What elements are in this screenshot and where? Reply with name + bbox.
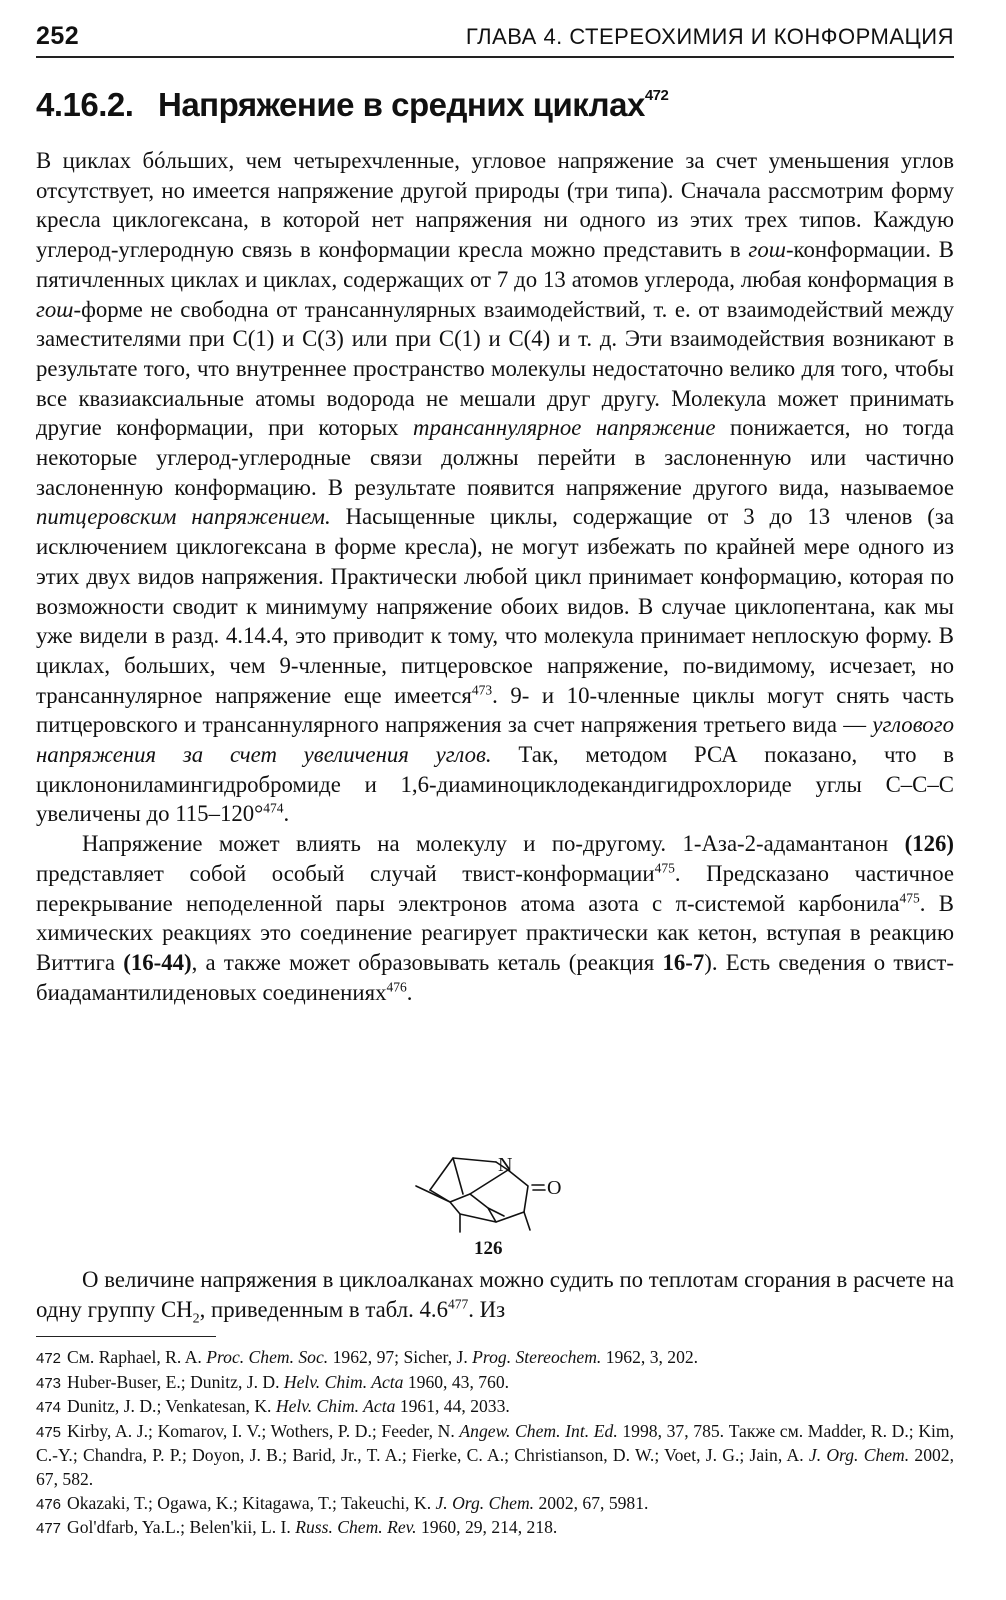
footnote-ref: 475 <box>654 860 675 876</box>
atom-n-label: N <box>498 1154 513 1176</box>
paragraph-3 <box>36 1265 954 1327</box>
text-run: Напряжение может влиять на молекулу и по-другому. 1-Аза-2-адамантанон <box>82 831 905 857</box>
journal-title: Helv. Chim. Acta <box>275 1396 396 1417</box>
text-run: понижается, но тогда некоторые углерод-углеродные связи должны перейти в заслоненную или частично заслоненную конформацию. В результате появится напряжение другого вида, называемое <box>36 415 955 500</box>
text-run: Насыщенные циклы, содержащие от 3 до 13 членов (за исключением циклогексана в форме кресла), не могут избежать по крайней мере одного из этих двух видов напряжения. Практически любой цикл принимает конформацию, которая по возможности сводит к минимуму напряжение обоих видов. В случае циклопентана, как мы уже видели в разд. 4.14.4, это приводит к тому, что молекула принимает неплоскую форму. В циклах, больших, чем 9-членные, питцеровское напряжение, по-видимому, исчезает, но трансаннулярное напряжение еще имеется <box>36 504 954 708</box>
footnote-text: Kirby, A. J.; Komarov, I. V.; Wothers, P. D.; Feeder, N. <box>67 1420 460 1441</box>
footnote-text: 1998, 37, 785. Также см. Madder, R. D.; Kim, C.-Y.; Chandra, P. P.; Doyon, J. B.; Barid, Jr., T. A.; Fierke, C. A.; Christianson, D. W.; Voet, J. G.; Jain, A. <box>36 1420 954 1466</box>
footnote-ref: 473 <box>471 682 493 698</box>
section-footnote-ref: 472 <box>644 87 669 104</box>
journal-title: Prog. Stereochem. <box>472 1347 602 1367</box>
footnote-ref: 474 <box>263 800 284 816</box>
text-run: . <box>283 801 290 827</box>
footnote-text: Dunitz, J. D.; Venkatesan, K. <box>67 1396 276 1417</box>
atom-o-label: O <box>547 1177 562 1199</box>
reaction-number: (16-44) <box>123 949 192 975</box>
footnote-text: 2002, 67, 5981. <box>534 1492 649 1513</box>
text-run: ). Есть сведения о твист-биадамантилиденовых соединениях <box>36 949 954 1005</box>
journal-title: Russ. Chem. Rev. <box>295 1517 417 1538</box>
section-heading <box>36 86 954 124</box>
journal-title: Proc. Chem. Soc. <box>206 1347 329 1367</box>
paragraph-1 <box>36 146 954 829</box>
text-run: Так, методом РСА показано, что в циклонониламингидробромиде и 1,6-диаминоциклодекандигидрохлориде углы С–С–С увеличены до 115–120° <box>36 742 954 827</box>
footnote-text: 1960, 43, 760. <box>403 1371 510 1392</box>
main-text-continued <box>36 1265 954 1327</box>
footnote-number: 472 <box>36 1350 62 1367</box>
text-run: В циклах бóльших, чем четырехчленные, угловое напряжение за счет уменьшения углов отсутствует, но имеется напряжение другой природы (три типа). Сначала рассмотрим форму кресла циклогексана, в которой нет напряжения ни одного из этих трех типов. Каждую углерод-углеродную связь в конформации кресла можно представить в <box>36 148 954 263</box>
footnote-number: 476 <box>36 1495 62 1513</box>
section-title: Напряжение в средних циклах <box>158 86 645 123</box>
main-text <box>36 146 954 1007</box>
footnote <box>36 1420 954 1492</box>
footnote-text: 1962, 3, 202. <box>601 1347 699 1367</box>
italic-term: углового напряжения за счет увеличения углов. <box>36 712 954 768</box>
text-run: -форме не свободна от трансаннулярных взаимодействий, т. е. от взаимодействий между заместителями при C(1) и C(3) или при C(1) и C(4) и т. д. Эти взаимодействия возникают в результате того, что внутреннее пространство молекулы недостаточно велико для того, чтобы все квазиаксиальные атомы водорода не мешали друг другу. Молекула может принимать другие конформации, при которых <box>36 296 954 441</box>
footnote-text: Huber-Buser, E.; Dunitz, J. D. <box>67 1371 284 1392</box>
footnote-number: 477 <box>36 1520 62 1538</box>
text-run: . Предсказано частичное перекрывание неподеленной пары электронов атома азота с π-системой карбонила <box>36 860 954 916</box>
italic-term: питцеровским напряжением. <box>36 504 331 530</box>
footnotes <box>36 1346 954 1541</box>
journal-title: Helv. Chim. Acta <box>283 1371 404 1392</box>
footnote-ref: 475 <box>899 889 920 905</box>
footnote-number: 475 <box>36 1423 62 1441</box>
journal-title: J. Org. Chem. <box>435 1492 535 1513</box>
reaction-number: 16-7 <box>662 949 705 975</box>
footnote-divider <box>36 1336 216 1337</box>
compound-label: 126 <box>474 1238 503 1259</box>
footnote <box>36 1516 954 1541</box>
footnote-text: 2002, 67, 582. <box>36 1445 954 1489</box>
subscript: 2 <box>192 1311 200 1327</box>
footnote <box>36 1492 954 1517</box>
text-run: О величине напряжения в циклоалканах можно судить по теплотам сгорания в расчете на одну группу CH <box>36 1267 954 1322</box>
paragraph-2 <box>36 829 954 1007</box>
page-number: 252 <box>36 22 80 50</box>
chapter-title: ГЛАВА 4. СТЕРЕОХИМИЯ И КОНФОРМАЦИЯ <box>465 24 954 49</box>
text-run: . <box>406 979 413 1005</box>
footnote <box>36 1346 954 1371</box>
text-run: -конформации. В пятичленных циклах и циклах, содержащих от 7 до 13 атомов углерода, любая конформация в <box>36 237 954 292</box>
footnote-text: Gol'dfarb, Ya.L.; Belen'kii, L. I. <box>67 1517 296 1538</box>
text-run: . 9- и 10-членные циклы могут снять часть питцеровского и трансаннулярного напряжения за счет напряжения третьего вида — <box>36 682 954 738</box>
text-run: представляет собой особый случай твист-конформации <box>36 860 655 886</box>
footnote-text: 1960, 29, 214, 218. <box>416 1517 558 1538</box>
footnote-number: 473 <box>36 1374 62 1392</box>
journal-title: J. Org. Chem. <box>808 1445 910 1466</box>
text-run: , приведенным в табл. 4.6 <box>199 1296 448 1322</box>
footnote-text: Okazaki, T.; Ogawa, K.; Kitagawa, T.; Takeuchi, K. <box>67 1492 436 1513</box>
running-header <box>36 22 954 58</box>
italic-term: гош <box>748 237 786 263</box>
footnote-ref: 476 <box>386 979 407 995</box>
compound-number: (126) <box>904 831 954 857</box>
footnote-number: 474 <box>36 1399 62 1417</box>
footnote <box>36 1395 954 1420</box>
footnote <box>36 1371 954 1396</box>
azaadamantanone-structure <box>408 1150 568 1262</box>
footnote-text: 1962, 97; Sicher, J. <box>328 1347 473 1367</box>
text-run: , а также может образовывать кеталь (реакция <box>191 949 663 975</box>
section-number: 4.16.2. <box>36 86 134 123</box>
italic-term: гош <box>36 296 74 322</box>
journal-title: Angew. Chem. Int. Ed. <box>459 1420 618 1441</box>
text-run: . В химических реакциях это соединение реагирует практически как кетон, вступая в реакцию Виттига <box>36 890 954 975</box>
text-run: . Из <box>468 1296 506 1322</box>
footnote-text: 1961, 44, 2033. <box>395 1396 510 1417</box>
italic-term: трансаннулярное напряжение <box>413 415 716 441</box>
footnote-text: См. Raphael, R. A. <box>67 1347 207 1367</box>
footnote-ref: 477 <box>447 1296 469 1312</box>
